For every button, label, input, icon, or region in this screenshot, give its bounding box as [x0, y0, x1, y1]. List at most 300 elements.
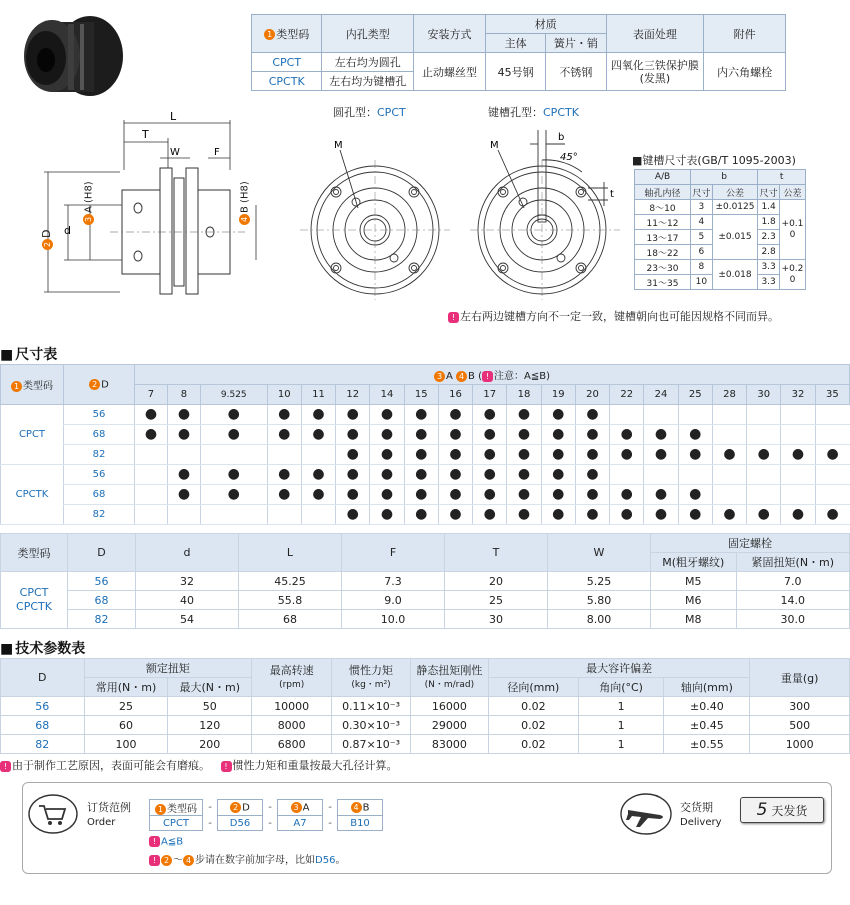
available-dot-icon: ●: [517, 505, 531, 522]
available-dot-icon: ●: [483, 445, 496, 462]
key-t: 2.8: [758, 245, 780, 260]
available-dot-icon: ●: [177, 405, 191, 422]
tech-cell: 0.30×10⁻³: [332, 716, 411, 735]
tech-cell: 25: [84, 697, 168, 716]
matrix-dot: [507, 505, 541, 525]
available-dot-icon: ●: [654, 505, 668, 522]
tech-cell: ±0.40: [664, 697, 750, 716]
matrix-D: 56: [64, 405, 135, 425]
available-dot-icon: ●: [346, 485, 359, 502]
delivery-days: 5: [756, 800, 768, 820]
matrix-dot: [336, 505, 370, 525]
matrix-dot: [473, 445, 507, 465]
tech-table: [0, 658, 850, 754]
dims-cell: 45.25: [239, 572, 342, 591]
matrix-empty: [781, 485, 815, 505]
matrix-dot: [370, 485, 404, 505]
label-M-round: M: [334, 140, 343, 151]
matrix-D: 68: [64, 425, 135, 445]
available-dot-icon: ●: [415, 505, 428, 522]
matrix-bore-2: 9.525: [200, 385, 267, 405]
available-dot-icon: ●: [449, 445, 462, 462]
matrix-bore-8: 16: [438, 385, 472, 405]
cart-icon: [28, 794, 78, 834]
key-col-tsize: 尺寸: [758, 185, 780, 200]
dims-cell: 20: [445, 572, 548, 591]
order-dash: -: [328, 817, 332, 829]
matrix-dot: [644, 485, 678, 505]
matrix-bore-6: 14: [370, 385, 404, 405]
available-dot-icon: ●: [757, 505, 770, 522]
order-label-model: 1 类型码: [150, 800, 203, 816]
size-matrix: [0, 364, 850, 525]
matrix-empty: [815, 485, 849, 505]
matrix-dot: [781, 445, 815, 465]
matrix-empty: [135, 465, 168, 485]
key-btol: ±0.015: [712, 215, 758, 260]
matrix-model: CPCT: [1, 405, 64, 465]
tech-header-radial: 径向(mm): [488, 678, 578, 697]
available-dot-icon: ●: [449, 425, 462, 442]
matrix-empty: [712, 425, 746, 445]
matrix-header-model: 1 类型码: [1, 365, 64, 405]
matrix-dot: [404, 425, 438, 445]
matrix-empty: [747, 485, 781, 505]
key-col-b: b: [691, 170, 758, 185]
key-col-ab: A/B: [635, 170, 691, 185]
matrix-dot: [678, 485, 712, 505]
matrix-dot: [747, 505, 781, 525]
dims-cell: 32: [136, 572, 239, 591]
matrix-dot: [370, 445, 404, 465]
order-label-A: 3 A: [278, 800, 323, 816]
available-dot-icon: ●: [620, 445, 633, 462]
matrix-dot: [267, 465, 301, 485]
key-range: 13～17: [635, 230, 691, 245]
available-dot-icon: ●: [654, 425, 668, 442]
available-dot-icon: ●: [483, 505, 496, 522]
dim-T: T: [142, 128, 149, 141]
spec-bore-cpctk: 左右均为键槽孔: [322, 72, 414, 91]
dims-cell: 40: [136, 591, 239, 610]
matrix-dot: [678, 425, 712, 445]
matrix-bore-16: 28: [712, 385, 746, 405]
available-dot-icon: ●: [449, 505, 462, 522]
available-dot-icon: ●: [552, 405, 565, 422]
tech-header-weight: 重量(g): [750, 659, 850, 697]
order-note-2: ! 2 ～ 4 步请在数字前加字母，比如D56。: [149, 851, 345, 866]
available-dot-icon: ●: [552, 485, 565, 502]
available-dot-icon: ●: [449, 485, 462, 502]
matrix-dot: [438, 445, 472, 465]
matrix-dot: [301, 485, 335, 505]
keyed-bore-view: [470, 120, 630, 310]
matrix-dot: [167, 425, 200, 445]
tech-cell: 1: [578, 735, 664, 754]
tech-cell: 6800: [252, 735, 332, 754]
dim-W: W: [170, 147, 180, 158]
available-dot-icon: ●: [517, 425, 531, 442]
matrix-dot: [336, 425, 370, 445]
matrix-empty: [135, 445, 168, 465]
tech-header-torque: 额定扭矩: [84, 659, 252, 678]
available-dot-icon: ●: [757, 445, 770, 462]
available-dot-icon: ●: [552, 425, 565, 442]
matrix-dot: [370, 465, 404, 485]
key-range: 31～35: [635, 275, 691, 290]
available-dot-icon: ●: [346, 445, 359, 462]
matrix-dot: [301, 465, 335, 485]
available-dot-icon: ●: [791, 445, 805, 462]
key-range: 23～30: [635, 260, 691, 275]
tech-cell: 83000: [410, 735, 488, 754]
matrix-dot: [678, 505, 712, 525]
label-t: t: [610, 189, 614, 200]
matrix-D: 82: [64, 445, 135, 465]
available-dot-icon: ●: [586, 445, 599, 462]
matrix-dot: [644, 445, 678, 465]
matrix-row: [1, 485, 850, 505]
dims-header-d: d: [136, 534, 239, 572]
available-dot-icon: ●: [177, 425, 191, 442]
matrix-empty: [678, 465, 712, 485]
available-dot-icon: ●: [483, 465, 496, 482]
available-dot-icon: ●: [689, 505, 702, 522]
order-label-B: 4 B: [338, 800, 383, 816]
dims-cell: M8: [651, 610, 737, 629]
footnotes: ! 由于制作工艺原因，表面可能会有磨痕。 ! 惯性力矩和重量按最大孔径计算。: [0, 757, 398, 773]
matrix-dot: [610, 445, 644, 465]
available-dot-icon: ●: [312, 485, 325, 502]
available-dot-icon: ●: [415, 405, 428, 422]
label-M-key: M: [490, 140, 499, 151]
key-col-t: t: [758, 170, 806, 185]
dim-L: L: [170, 110, 177, 123]
label-angle: 45°: [560, 152, 578, 163]
matrix-dot: [541, 485, 575, 505]
available-dot-icon: ●: [552, 465, 565, 482]
matrix-dot: [404, 465, 438, 485]
matrix-dot: [167, 465, 200, 485]
matrix-empty: [815, 425, 849, 445]
order-dash: -: [268, 802, 272, 813]
tech-cell: 200: [168, 735, 252, 754]
tech-cell: 8000: [252, 716, 332, 735]
matrix-empty: [301, 505, 335, 525]
available-dot-icon: ●: [312, 465, 325, 482]
round-bore-view: [300, 120, 450, 310]
available-dot-icon: ●: [586, 505, 599, 522]
available-dot-icon: ●: [826, 445, 839, 462]
key-t: 3.3: [758, 260, 780, 275]
spec-header-material: 材质: [486, 15, 607, 34]
matrix-dot: [438, 465, 472, 485]
key-ttol: +0.2 0: [779, 260, 805, 290]
matrix-empty: [610, 465, 644, 485]
matrix-empty: [267, 445, 301, 465]
matrix-empty: [781, 405, 815, 425]
key-b: 3: [691, 200, 713, 215]
order-note-1: ! A≦B: [149, 836, 183, 848]
matrix-dot: [473, 485, 507, 505]
matrix-dot: [336, 445, 370, 465]
matrix-dot: [301, 425, 335, 445]
matrix-bore-7: 15: [404, 385, 438, 405]
dims-model: [1, 572, 68, 629]
dims-cell: 25: [445, 591, 548, 610]
tech-cell: 50: [168, 697, 252, 716]
key-col-ttol: 公差: [779, 185, 805, 200]
matrix-dot: [370, 505, 404, 525]
matrix-dot: [610, 485, 644, 505]
available-dot-icon: ●: [483, 425, 496, 442]
key-b: 6: [691, 245, 713, 260]
dims-row: [1, 572, 850, 591]
order-dash: -: [268, 817, 272, 829]
dims-cell: 30: [445, 610, 548, 629]
product-photo: [10, 8, 135, 108]
matrix-empty: [610, 405, 644, 425]
dim-F: F: [214, 147, 220, 158]
side-view-drawing: [30, 110, 300, 310]
matrix-dot: [781, 505, 815, 525]
matrix-empty: [167, 505, 200, 525]
matrix-bore-0: 7: [135, 385, 168, 405]
key-b: 8: [691, 260, 713, 275]
matrix-empty: [712, 405, 746, 425]
order-dash: -: [328, 802, 332, 813]
matrix-row: [1, 425, 850, 445]
tech-cell: 0.11×10⁻³: [332, 697, 411, 716]
tech-cell: 300: [750, 697, 850, 716]
available-dot-icon: ●: [517, 485, 531, 502]
dims-model-cpctk: CPCTK: [16, 600, 52, 613]
matrix-dot: [644, 425, 678, 445]
tech-header-axial: 轴向(mm): [664, 678, 750, 697]
matrix-empty: [747, 425, 781, 445]
order-value-D: D56: [218, 816, 263, 831]
dim-d: d: [64, 224, 71, 237]
available-dot-icon: ●: [346, 465, 359, 482]
matrix-row: [1, 465, 850, 485]
spec-model-cpct: CPCT: [252, 53, 322, 72]
matrix-dot: [267, 405, 301, 425]
tech-cell: 68: [1, 716, 85, 735]
dims-cell: 5.25: [548, 572, 651, 591]
key-col-bore: 轴孔内径: [635, 185, 691, 200]
matrix-dot: [438, 505, 472, 525]
dims-cell: 5.80: [548, 591, 651, 610]
matrix-dot: [404, 485, 438, 505]
matrix-bore-10: 18: [507, 385, 541, 405]
dims-header-thread: M(粗牙螺纹): [651, 553, 737, 572]
dims-cell: 9.0: [342, 591, 445, 610]
matrix-dot: [200, 465, 267, 485]
matrix-dot: [541, 505, 575, 525]
matrix-dot: [575, 405, 609, 425]
matrix-dot: [473, 405, 507, 425]
matrix-empty: [644, 405, 678, 425]
matrix-dot: [678, 445, 712, 465]
key-btol: ±0.0125: [712, 200, 758, 215]
matrix-dot: [575, 485, 609, 505]
matrix-dot: [404, 405, 438, 425]
matrix-empty: [712, 485, 746, 505]
dims-header-T: T: [445, 534, 548, 572]
matrix-row: [1, 445, 850, 465]
matrix-dot: [473, 505, 507, 525]
matrix-row: [1, 405, 850, 425]
matrix-dot: [610, 425, 644, 445]
available-dot-icon: ●: [144, 405, 158, 422]
spec-body: 45号钢: [486, 53, 546, 91]
spec-header-model: 1 类型码: [252, 15, 322, 53]
dims-header-model: 类型码: [1, 534, 68, 572]
matrix-dot: [541, 425, 575, 445]
matrix-dot: [336, 405, 370, 425]
matrix-dot: [267, 485, 301, 505]
key-view-title: 键槽孔型：CPCTK: [488, 106, 579, 119]
matrix-dot: [167, 405, 200, 425]
matrix-dot: [404, 505, 438, 525]
spec-header-bore: 内孔类型: [322, 15, 414, 53]
dims-cell: 10.0: [342, 610, 445, 629]
available-dot-icon: ●: [346, 505, 359, 522]
dims-header-torque: 紧固扭矩(N・m): [736, 553, 849, 572]
matrix-dot: [575, 505, 609, 525]
spec-header-accessory: 附件: [704, 15, 786, 53]
dims-cell: 82: [68, 610, 136, 629]
available-dot-icon: ●: [517, 405, 531, 422]
matrix-model: CPCTK: [1, 465, 64, 525]
matrix-dot: [507, 425, 541, 445]
dims-header-L: L: [239, 534, 342, 572]
available-dot-icon: ●: [586, 465, 599, 482]
dims-cell: 55.8: [239, 591, 342, 610]
available-dot-icon: ●: [620, 485, 633, 502]
matrix-empty: [815, 405, 849, 425]
tech-cell: ±0.45: [664, 716, 750, 735]
matrix-bore-5: 12: [336, 385, 370, 405]
tech-header-speed: 最高转速 (rpm): [252, 659, 332, 697]
available-dot-icon: ●: [449, 465, 462, 482]
key-ttol: +0.1 0: [779, 200, 805, 260]
available-dot-icon: ●: [689, 485, 702, 502]
available-dot-icon: ●: [278, 465, 291, 482]
tech-cell: 60: [84, 716, 168, 735]
available-dot-icon: ●: [415, 425, 428, 442]
available-dot-icon: ●: [177, 465, 191, 482]
tech-cell: 100: [84, 735, 168, 754]
dims-header-W: W: [548, 534, 651, 572]
matrix-bore-1: 8: [167, 385, 200, 405]
available-dot-icon: ●: [483, 485, 496, 502]
dims-row: [1, 610, 850, 629]
matrix-dot: [815, 445, 849, 465]
dims-header-D: D: [68, 534, 136, 572]
available-dot-icon: ●: [227, 425, 240, 442]
available-dot-icon: ●: [552, 445, 565, 462]
key-b: 10: [691, 275, 713, 290]
available-dot-icon: ●: [380, 505, 394, 522]
matrix-dot: [370, 405, 404, 425]
matrix-bore-19: 35: [815, 385, 849, 405]
round-view-title: 圆孔型：CPCT: [333, 106, 406, 119]
available-dot-icon: ●: [517, 445, 531, 462]
matrix-empty: [267, 505, 301, 525]
available-dot-icon: ●: [177, 485, 191, 502]
matrix-dot: [712, 505, 746, 525]
key-range: 8～10: [635, 200, 691, 215]
tech-cell: 1000: [750, 735, 850, 754]
matrix-dot: [200, 485, 267, 505]
available-dot-icon: ●: [312, 405, 325, 422]
airplane-icon: [620, 793, 672, 835]
spec-leaf: 不锈钢: [546, 53, 606, 91]
dim-A-label: 3A (H8): [83, 181, 95, 225]
available-dot-icon: ●: [346, 405, 359, 422]
available-dot-icon: ●: [312, 425, 325, 442]
spec-header-mount: 安装方式: [414, 15, 486, 53]
matrix-dot: [541, 445, 575, 465]
matrix-dot: [712, 445, 746, 465]
tech-cell: 1: [578, 697, 664, 716]
matrix-dot: [370, 425, 404, 445]
matrix-dot: [575, 445, 609, 465]
tech-cell: 16000: [410, 697, 488, 716]
dims-header-F: F: [342, 534, 445, 572]
key-range: 18～22: [635, 245, 691, 260]
available-dot-icon: ●: [278, 405, 291, 422]
matrix-empty: [781, 425, 815, 445]
matrix-dot: [507, 485, 541, 505]
matrix-empty: [678, 405, 712, 425]
available-dot-icon: ●: [380, 405, 394, 422]
tech-cell: 120: [168, 716, 252, 735]
tech-cell: 500: [750, 716, 850, 735]
tech-cell: 1: [578, 716, 664, 735]
available-dot-icon: ●: [346, 425, 359, 442]
tech-header-misalign: 最大容许偏差: [488, 659, 749, 678]
available-dot-icon: ●: [415, 465, 428, 482]
tech-cell: 0.02: [488, 697, 578, 716]
matrix-empty: [200, 445, 267, 465]
matrix-dot: [747, 445, 781, 465]
spec-model-cpctk: CPCTK: [252, 72, 322, 91]
available-dot-icon: ●: [723, 445, 736, 462]
key-table-title: ■键槽尺寸表(GB/T 1095-2003): [632, 154, 796, 167]
key-t: 1.8: [758, 215, 780, 230]
matrix-dot: [575, 465, 609, 485]
matrix-dot: [575, 425, 609, 445]
matrix-dot: [644, 505, 678, 525]
order-value-model: CPCT: [150, 816, 203, 831]
matrix-header-D: 2 D: [64, 365, 135, 405]
available-dot-icon: ●: [227, 465, 240, 482]
matrix-dot: [473, 465, 507, 485]
label-b: b: [558, 132, 565, 143]
dims-cell: 8.00: [548, 610, 651, 629]
available-dot-icon: ●: [791, 505, 805, 522]
available-dot-icon: ●: [449, 405, 462, 422]
delivery-days-label: 天发货: [771, 804, 808, 818]
key-table: [634, 169, 806, 290]
matrix-bore-18: 32: [781, 385, 815, 405]
available-dot-icon: ●: [689, 445, 702, 462]
key-col-bsize: 尺寸: [691, 185, 713, 200]
available-dot-icon: ●: [586, 485, 599, 502]
tech-header-stiffness: 静态扭矩刚性 (N・m/rad): [410, 659, 488, 697]
